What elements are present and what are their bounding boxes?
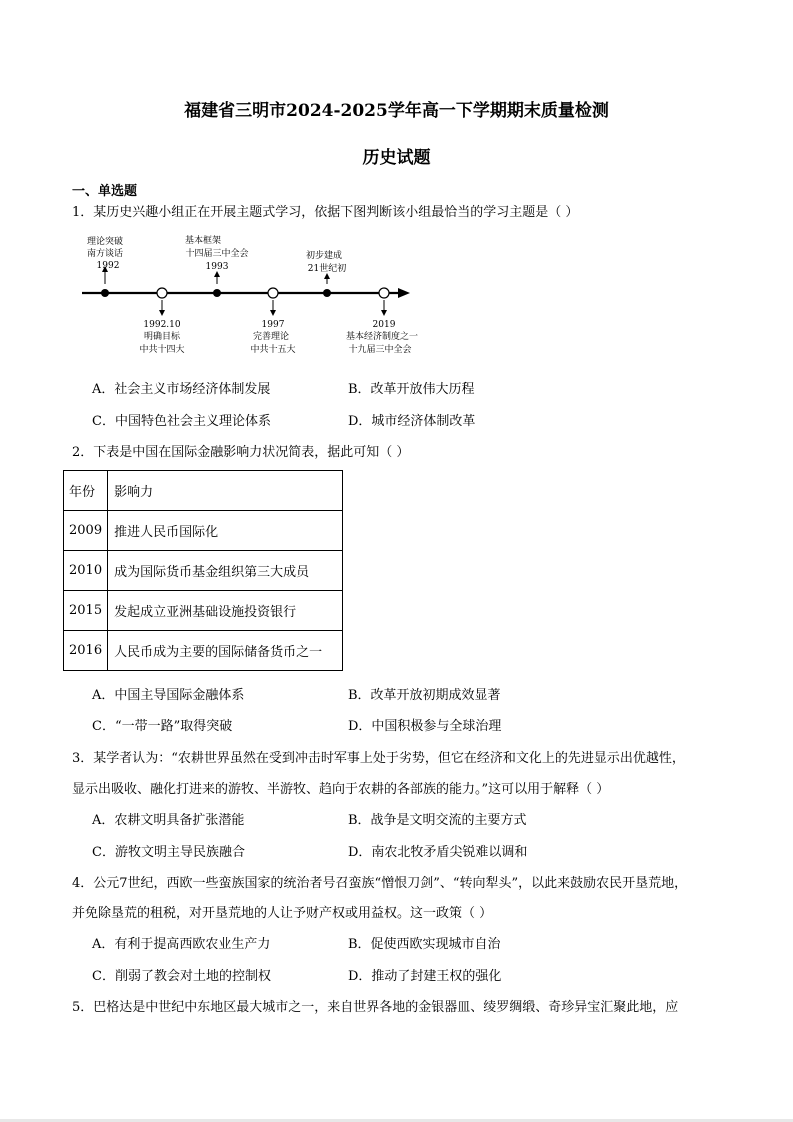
q2-option-c[interactable]: C．“一带一路”取得突破	[92, 719, 233, 734]
timeline-node-below-2	[250, 288, 295, 355]
table-cell-influence: 成为国际货币基金组织第三大成员	[108, 551, 343, 591]
q5-stem-line-1: 5．巴格达是中世纪中东地区最大城市之一，来自世界各地的金银器皿、绫罗绸缎、奇珍异宝汇聚此地，应	[72, 1000, 679, 1015]
table-row	[64, 511, 343, 551]
q2-option-b[interactable]: B．改革开放初期成效显著	[348, 688, 501, 703]
q4-stem-line-2: 并免除垦荒的租税，对开垦荒地的人让予财产权或用益权。这一政策（ ）	[72, 906, 493, 921]
tl-below-2-l1: 完善理论	[252, 332, 290, 342]
table-cell-year: 2010	[64, 551, 108, 591]
section-label: 一、单选题	[72, 184, 138, 199]
table-row	[64, 591, 343, 631]
tl-below-3-l1: 基本经济制度之一	[345, 332, 418, 342]
q1-option-a[interactable]: A．社会主义市场经济体制发展	[92, 382, 271, 397]
tl-below-1-l1: 明确目标	[143, 332, 181, 342]
tl-below-1-l2: 中共十四大	[139, 345, 185, 355]
timeline-node-below-1	[139, 288, 184, 355]
q3-option-b[interactable]: B．战争是文明交流的主要方式	[348, 813, 527, 828]
q3-option-c[interactable]: C．游牧文明主导民族融合	[92, 845, 245, 860]
table-cell-influence: 人民币成为主要的国际储备货币之一	[108, 631, 343, 671]
tl-above-2-l1: 基本框架	[184, 236, 222, 246]
tl-above-3-l2: 21世纪初	[307, 264, 347, 274]
tl-below-3-l2: 十九届三中全会	[348, 345, 412, 355]
timeline-node-below-3	[346, 288, 418, 355]
q4-option-c[interactable]: C．削弱了教会对土地的控制权	[92, 969, 271, 984]
table-header-row	[64, 471, 343, 511]
tl-above-1-l1: 理论突破	[86, 237, 124, 247]
tl-above-1-year: 1992	[96, 261, 120, 271]
page-subtitle: 历史试题	[362, 148, 431, 168]
timeline-node-above-2	[185, 234, 249, 297]
table-row	[64, 631, 343, 671]
q2-stem: 2．下表是中国在国际金融影响力状况简表，据此可知（ ）	[72, 445, 410, 460]
tl-below-3-year: 2019	[372, 320, 396, 330]
tl-above-3-l1: 初步建成	[305, 251, 343, 261]
table-cell-year: 2015	[64, 591, 108, 631]
q3-option-a[interactable]: A．农耕文明具备扩张潜能	[92, 813, 245, 828]
table-row	[64, 551, 343, 591]
table-cell-influence: 发起成立亚洲基础设施投资银行	[108, 591, 343, 631]
table-header-year: 年份	[64, 471, 108, 511]
table-cell-year: 2009	[64, 511, 108, 551]
q4-option-a[interactable]: A．有利于提高西欧农业生产力	[92, 937, 271, 952]
q1-timeline-figure	[78, 228, 418, 363]
q1-stem: 1．某历史兴趣小组正在开展主题式学习，依据下图判断该小组最恰当的学习主题是（ ）	[72, 205, 579, 220]
table-cell-influence: 推进人民币国际化	[108, 511, 343, 551]
q4-stem-line-1: 4．公元7世纪，西欧一些蛮族国家的统治者号召蛮族“憎恨刀剑”、“转向犁头”，以此来鼓励农民开垦荒地，	[72, 876, 688, 891]
tl-below-2-l2: 中共十五大	[250, 345, 296, 355]
table-header-influence: 影响力	[108, 471, 343, 511]
timeline-node-above-3	[306, 249, 346, 297]
tl-above-1-l2: 南方谈话	[86, 249, 124, 259]
table-cell-year: 2016	[64, 631, 108, 671]
q2-finance-table	[63, 470, 343, 671]
tl-above-2-l2: 十四届三中全会	[185, 249, 249, 259]
q1-option-c[interactable]: C．中国特色社会主义理论体系	[92, 414, 271, 429]
page-title: 福建省三明市2024-2025学年高一下学期期末质量检测	[184, 101, 609, 121]
q3-option-d[interactable]: D．南农北牧矛盾尖锐难以调和	[348, 845, 528, 860]
tl-above-2-year: 1993	[205, 262, 229, 272]
tl-below-1-year: 1992.10	[143, 320, 181, 330]
q4-option-b[interactable]: B．促使西欧实现城市自治	[348, 937, 501, 952]
tl-below-2-year: 1997	[261, 320, 285, 330]
q3-stem-line-1: 3．某学者认为：“农耕世界虽然在受到冲击时军事上处于劣势，但它在经济和文化上的先进显示出优越性，	[72, 751, 685, 766]
q4-option-d[interactable]: D．推动了封建王权的强化	[348, 969, 502, 984]
q3-stem-line-2: 显示出吸收、融化打进来的游牧、半游牧、趋向于农耕的各部族的能力。”这可以用于解释（ ）	[72, 782, 610, 797]
q1-option-b[interactable]: B．改革开放伟大历程	[348, 382, 475, 397]
q2-option-a[interactable]: A．中国主导国际金融体系	[92, 688, 245, 703]
q2-option-d[interactable]: D．中国积极参与全球治理	[348, 719, 502, 734]
timeline-arrowhead	[398, 288, 410, 298]
q1-option-d[interactable]: D．城市经济体制改革	[348, 414, 476, 429]
timeline-node-above-1	[87, 235, 123, 297]
